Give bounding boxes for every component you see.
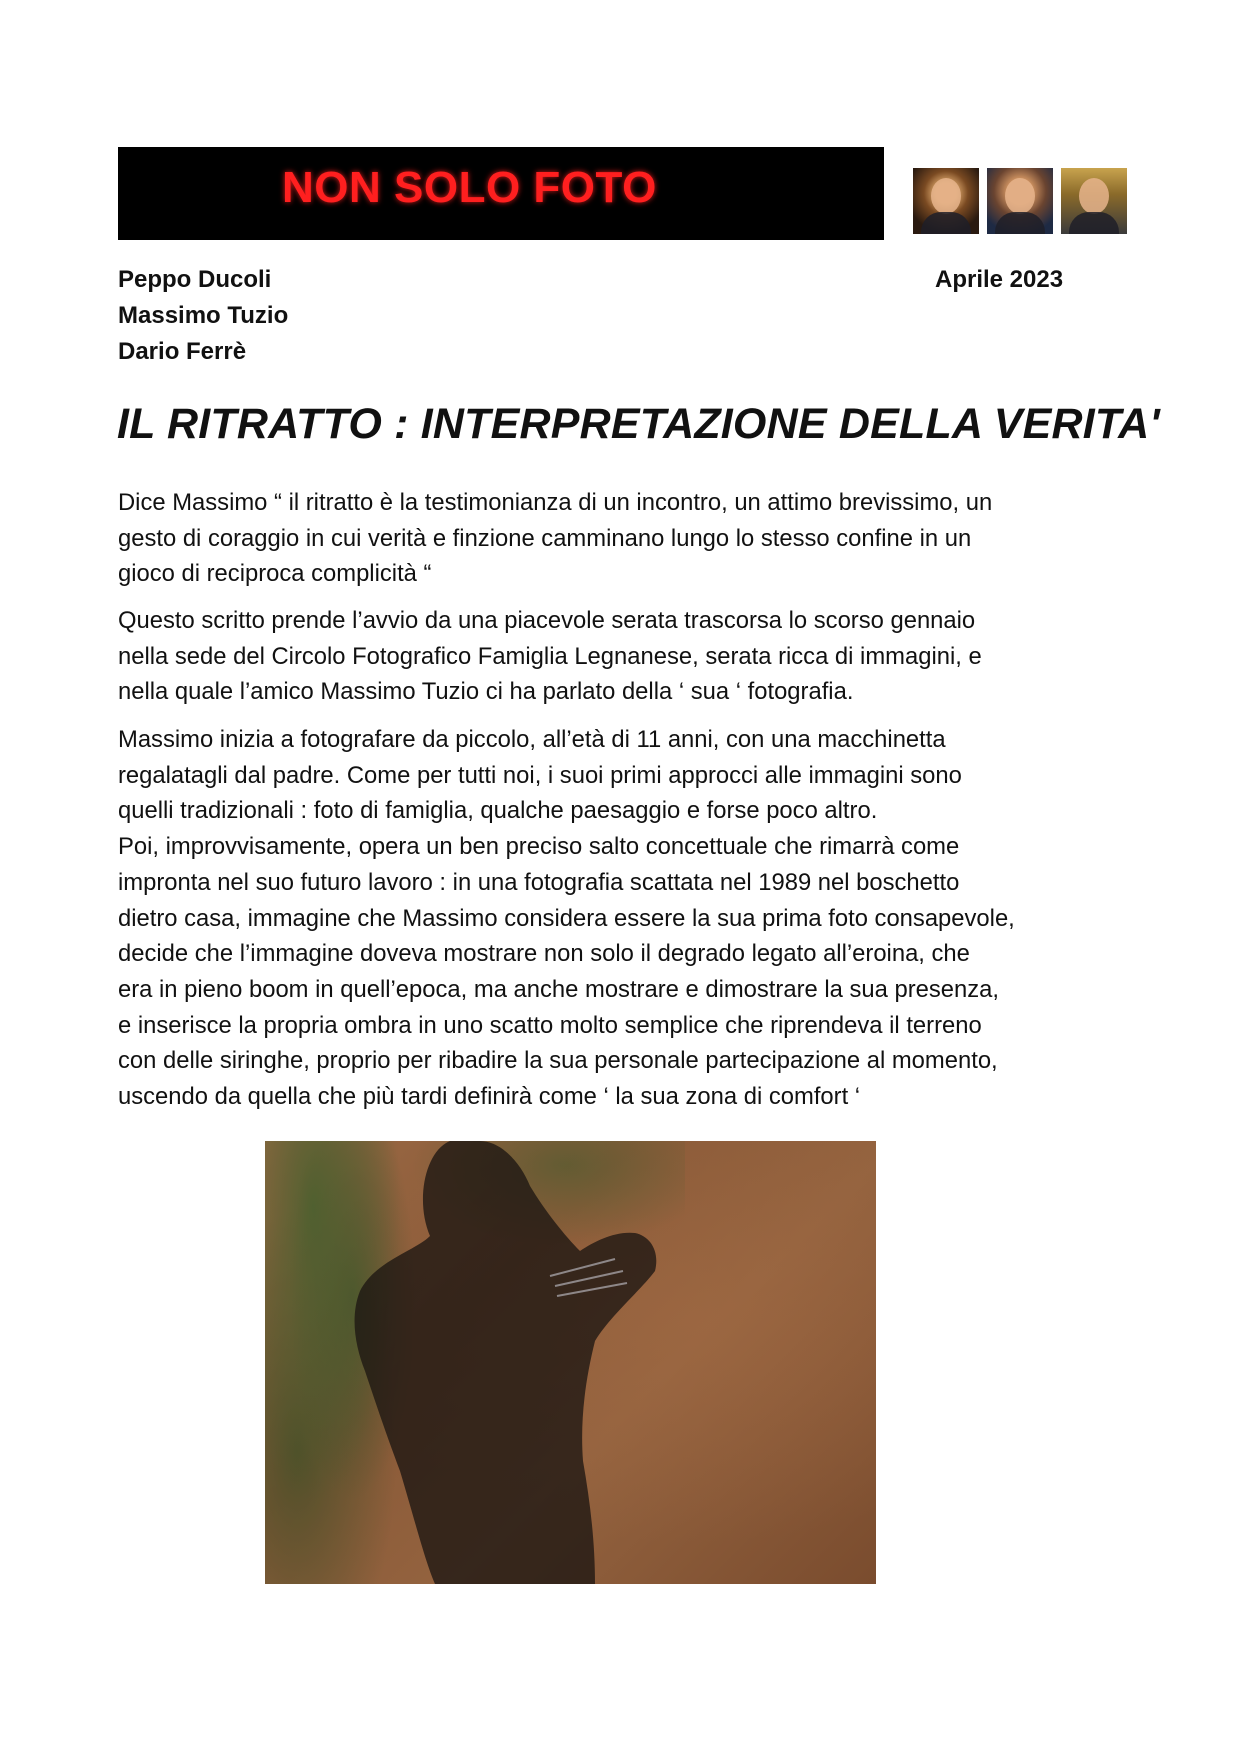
portrait-peppo (913, 168, 979, 234)
paragraph-line: dietro casa, immagine che Massimo considera essere la sua prima foto consapevole, (118, 904, 1015, 932)
paragraph-line: uscendo da quella che più tardi definirà come ‘ la sua zona di comfort ‘ (118, 1083, 861, 1111)
paragraph-line: gioco di reciproca complicità “ (118, 560, 432, 588)
portrait-dario (1061, 168, 1127, 234)
banner (118, 147, 884, 240)
paragraph-line: era in pieno boom in quell’epoca, ma anche mostrare e dimostrare la sua presenza, (118, 975, 999, 1003)
paragraph-line: Questo scritto prende l’avvio da una piacevole serata trascorsa lo scorso gennaio (118, 607, 976, 634)
article-title: IL RITRATTO : INTERPRETAZIONE DELLA VERITA' (117, 400, 1160, 448)
paragraph-line: gesto di coraggio in cui verità e finzione camminano lungo lo stesso confine in un (118, 524, 972, 552)
photographer-shadow (265, 1141, 876, 1584)
paragraph-line: Dice Massimo “ il ritratto è la testimonianza di un incontro, un attimo brevissimo, un (118, 489, 993, 516)
portrait-massimo (987, 168, 1053, 234)
date: Aprile 2023 (935, 266, 1064, 293)
paragraph-line: impronta nel suo futuro lavoro : in una fotografia scattata nel 1989 nel boschetto (118, 868, 960, 896)
shadow-photo (265, 1141, 876, 1584)
author-portraits (913, 168, 1127, 234)
paragraph-line: con delle siringhe, proprio per ribadire la sua personale partecipazione al momento, (118, 1047, 998, 1075)
paragraph-line: nella quale l’amico Massimo Tuzio ci ha parlato della ‘ sua ‘ fotografia. (118, 678, 854, 706)
paragraph-line: nella sede del Circolo Fotografico Famiglia Legnanese, serata ricca di immagini, e (118, 642, 982, 670)
paragraph-line: Massimo inizia a fotografare da piccolo, all’età di 11 anni, con una macchinetta (118, 726, 946, 753)
author-1: Peppo Ducoli (118, 266, 272, 293)
paragraph-3 (118, 722, 1118, 1115)
author-3: Dario Ferrè (118, 338, 247, 365)
paragraph-line: regalatagli dal padre. Come per tutti noi, i suoi primi approcci alle immagini sono (118, 761, 962, 789)
authors (118, 262, 288, 370)
paragraph-2 (118, 603, 1118, 710)
author-2: Massimo Tuzio (118, 302, 289, 329)
paragraph-line: decide che l’immagine doveva mostrare non solo il degrado legato all’eroina, che (118, 940, 970, 968)
paragraph-line: quelli tradizionali : foto di famiglia, qualche paesaggio e forse poco altro. (118, 797, 878, 825)
paragraph-1 (118, 485, 1118, 592)
paragraph-line: Poi, improvvisamente, opera un ben preciso salto concettuale che rimarrà come (118, 833, 960, 861)
banner-title: NON SOLO FOTO (282, 163, 657, 212)
paragraph-line: e inserisce la propria ombra in uno scatto molto semplice che riprendeva il terreno (118, 1011, 982, 1039)
